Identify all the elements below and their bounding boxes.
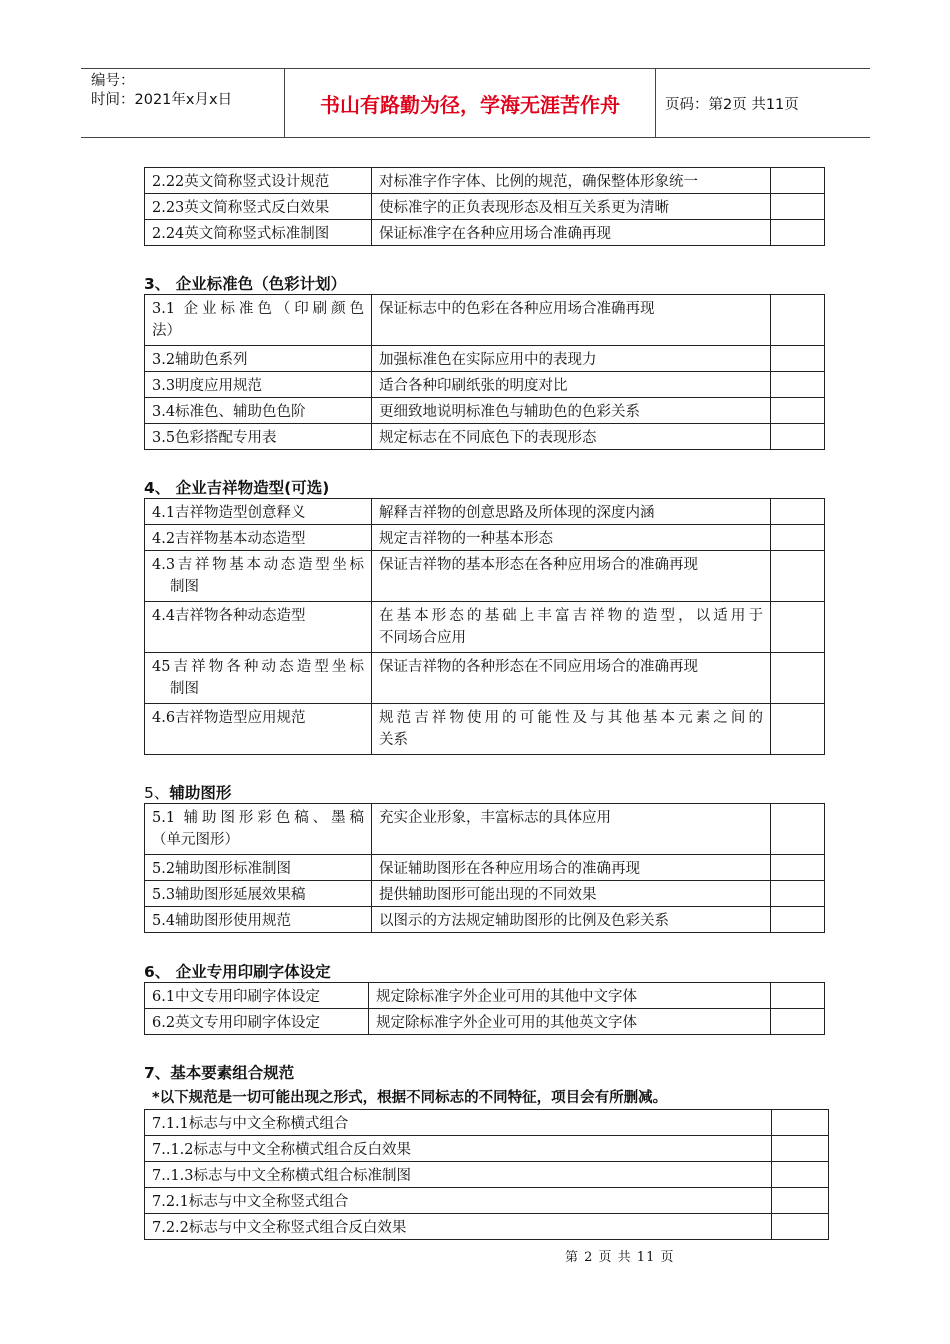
section-7-title: 7、基本要素组合规范 <box>144 1064 295 1082</box>
item-line: 制图 <box>170 681 199 697</box>
document-number-label: 编号： <box>91 73 135 89</box>
item-cell: 3.3明度应用规范 <box>145 372 372 398</box>
page-header <box>81 68 870 138</box>
item-cell: 3.4标准色、辅助色色阶 <box>145 398 372 424</box>
desc-cell: 保证吉祥物的各种形态在不同应用场合的准确再现 <box>372 653 771 704</box>
check-cell <box>771 881 825 907</box>
desc-cell: 适合各种印刷纸张的明度对比 <box>372 372 771 398</box>
desc-cell: 规定吉祥物的一种基本形态 <box>372 525 771 551</box>
spec-table-4 <box>144 498 825 755</box>
item-cell: 6.2英文专用印刷字体设定 <box>145 1009 369 1035</box>
item-cell: 2.22英文简称竖式设计规范 <box>145 168 372 194</box>
desc-cell: 规定标志在不同底色下的表现形态 <box>372 424 771 450</box>
table-row <box>145 1009 825 1035</box>
check-cell <box>772 1110 829 1136</box>
check-cell <box>771 346 825 372</box>
item-cell: 5.2辅助图形标准制图 <box>145 855 372 881</box>
table-row <box>145 1214 829 1240</box>
item-cell: 7.2.1标志与中文全称竖式组合 <box>145 1188 772 1214</box>
check-cell <box>771 551 825 602</box>
table-row <box>145 168 825 194</box>
check-cell <box>772 1162 829 1188</box>
spec-table-2 <box>144 167 825 246</box>
check-cell <box>772 1188 829 1214</box>
desc-cell: 保证吉祥物的基本形态在各种应用场合的准确再现 <box>372 551 771 602</box>
item-cell: 5.3辅助图形延展效果稿 <box>145 881 372 907</box>
section-7-note: *以下规范是一切可能出现之形式，根据不同标志的不同特征，项目会有所删减。 <box>152 1090 668 1106</box>
table-row <box>145 499 825 525</box>
desc-cell: 提供辅助图形可能出现的不同效果 <box>372 881 771 907</box>
item-cell: 2.23英文简称竖式反白效果 <box>145 194 372 220</box>
desc-cell: 以图示的方法规定辅助图形的比例及色彩关系 <box>372 907 771 933</box>
desc-cell: 规定除标准字外企业可用的其他英文字体 <box>369 1009 771 1035</box>
item-line: （单元图形） <box>152 832 239 848</box>
table-row <box>145 220 825 246</box>
item-cell <box>145 653 372 704</box>
check-cell <box>771 602 825 653</box>
check-cell <box>771 983 825 1009</box>
desc-line: 不同场合应用 <box>379 630 466 646</box>
table-row <box>145 804 825 855</box>
check-cell <box>771 855 825 881</box>
item-cell: 3.5色彩搭配专用表 <box>145 424 372 450</box>
check-cell <box>771 704 825 755</box>
table-row <box>145 525 825 551</box>
check-cell <box>771 525 825 551</box>
item-cell: 3.2辅助色系列 <box>145 346 372 372</box>
desc-line: 规范吉祥物使用的可能性及与其他基本元素之间的 <box>379 710 763 726</box>
table-row <box>145 372 825 398</box>
item-line: 3.1 企业标准色（印刷颜色 <box>152 301 364 317</box>
table-row <box>145 1162 829 1188</box>
section-4-title: 4、 企业吉祥物造型(可选) <box>144 479 330 497</box>
desc-cell: 保证标准字在各种应用场合准确再现 <box>372 220 771 246</box>
check-cell <box>771 1009 825 1035</box>
desc-cell: 使标准字的正负表现形态及相互关系更为清晰 <box>372 194 771 220</box>
section-6-title: 6、 企业专用印刷字体设定 <box>144 963 331 981</box>
item-cell: 6.1中文专用印刷字体设定 <box>145 983 369 1009</box>
item-cell <box>145 551 372 602</box>
desc-cell: 充实企业形象，丰富标志的具体应用 <box>372 804 771 855</box>
item-line: 5.1 辅助图形彩色稿、墨稿 <box>152 810 364 826</box>
table-row <box>145 551 825 602</box>
table-row <box>145 424 825 450</box>
item-cell: 7..1.2标志与中文全称横式组合反白效果 <box>145 1136 772 1162</box>
item-line: 45吉祥物各种动态造型坐标 <box>152 659 364 675</box>
item-cell: 4.4吉祥物各种动态造型 <box>145 602 372 653</box>
check-cell <box>771 907 825 933</box>
section-5-title <box>144 781 231 803</box>
document-date: 时间：2021年x月x日 <box>91 92 233 108</box>
check-cell <box>771 804 825 855</box>
table-row <box>145 346 825 372</box>
table-row <box>145 704 825 755</box>
desc-cell: 解释吉祥物的创意思路及所体现的深度内涵 <box>372 499 771 525</box>
item-cell: 7..1.3标志与中文全称横式组合标准制图 <box>145 1162 772 1188</box>
check-cell <box>771 398 825 424</box>
table-row <box>145 881 825 907</box>
check-cell <box>771 295 825 346</box>
desc-line: 关系 <box>379 732 408 748</box>
desc-cell: 规定除标准字外企业可用的其他中文字体 <box>369 983 771 1009</box>
item-cell <box>145 804 372 855</box>
spec-table-3 <box>144 294 825 450</box>
item-cell: 4.1吉祥物造型创意释义 <box>145 499 372 525</box>
desc-cell: 对标准字作字体、比例的规范，确保整体形象统一 <box>372 168 771 194</box>
section-3-title: 3、 企业标准色（色彩计划） <box>144 275 347 293</box>
table-row <box>145 1136 829 1162</box>
spec-table-7 <box>144 1109 829 1240</box>
check-cell <box>771 424 825 450</box>
desc-cell <box>372 704 771 755</box>
desc-cell: 保证标志中的色彩在各种应用场合准确再现 <box>372 295 771 346</box>
table-row <box>145 983 825 1009</box>
table-row <box>145 653 825 704</box>
item-cell: 7.1.1标志与中文全称横式组合 <box>145 1110 772 1136</box>
check-cell <box>772 1214 829 1240</box>
check-cell <box>771 220 825 246</box>
item-cell: 4.2吉祥物基本动态造型 <box>145 525 372 551</box>
check-cell <box>771 168 825 194</box>
item-cell: 5.4辅助图形使用规范 <box>145 907 372 933</box>
section-5-text: 辅助图形 <box>169 784 232 802</box>
table-row <box>145 907 825 933</box>
item-line: 法） <box>152 323 181 339</box>
header-motto: 书山有路勤为径，学海无涯苦作舟 <box>284 69 656 137</box>
table-row <box>145 1110 829 1136</box>
desc-cell <box>372 602 771 653</box>
check-cell <box>771 194 825 220</box>
header-page-info: 页码：第2页 共11页 <box>665 96 799 113</box>
table-row <box>145 602 825 653</box>
spec-table-6 <box>144 982 825 1035</box>
check-cell <box>772 1136 829 1162</box>
item-cell: 2.24英文简称竖式标准制图 <box>145 220 372 246</box>
desc-cell: 加强标准色在实际应用中的表现力 <box>372 346 771 372</box>
table-row <box>145 398 825 424</box>
check-cell <box>771 653 825 704</box>
item-cell: 4.6吉祥物造型应用规范 <box>145 704 372 755</box>
item-cell <box>145 295 372 346</box>
spec-table-5 <box>144 803 825 933</box>
section-5-number: 5、 <box>144 784 170 802</box>
item-cell: 7.2.2标志与中文全称竖式组合反白效果 <box>145 1214 772 1240</box>
header-meta <box>81 69 284 137</box>
desc-cell: 保证辅助图形在各种应用场合的准确再现 <box>372 855 771 881</box>
table-row <box>145 295 825 346</box>
check-cell <box>771 372 825 398</box>
table-row <box>145 855 825 881</box>
page-footer: 第 2 页 共 11 页 <box>565 1250 675 1265</box>
table-row <box>145 1188 829 1214</box>
item-line: 4.3吉祥物基本动态造型坐标 <box>152 557 364 573</box>
desc-line: 在基本形态的基础上丰富吉祥物的造型，以适用于 <box>379 608 763 624</box>
item-line: 制图 <box>170 579 199 595</box>
check-cell <box>771 499 825 525</box>
table-row <box>145 194 825 220</box>
desc-cell: 更细致地说明标准色与辅助色的色彩关系 <box>372 398 771 424</box>
